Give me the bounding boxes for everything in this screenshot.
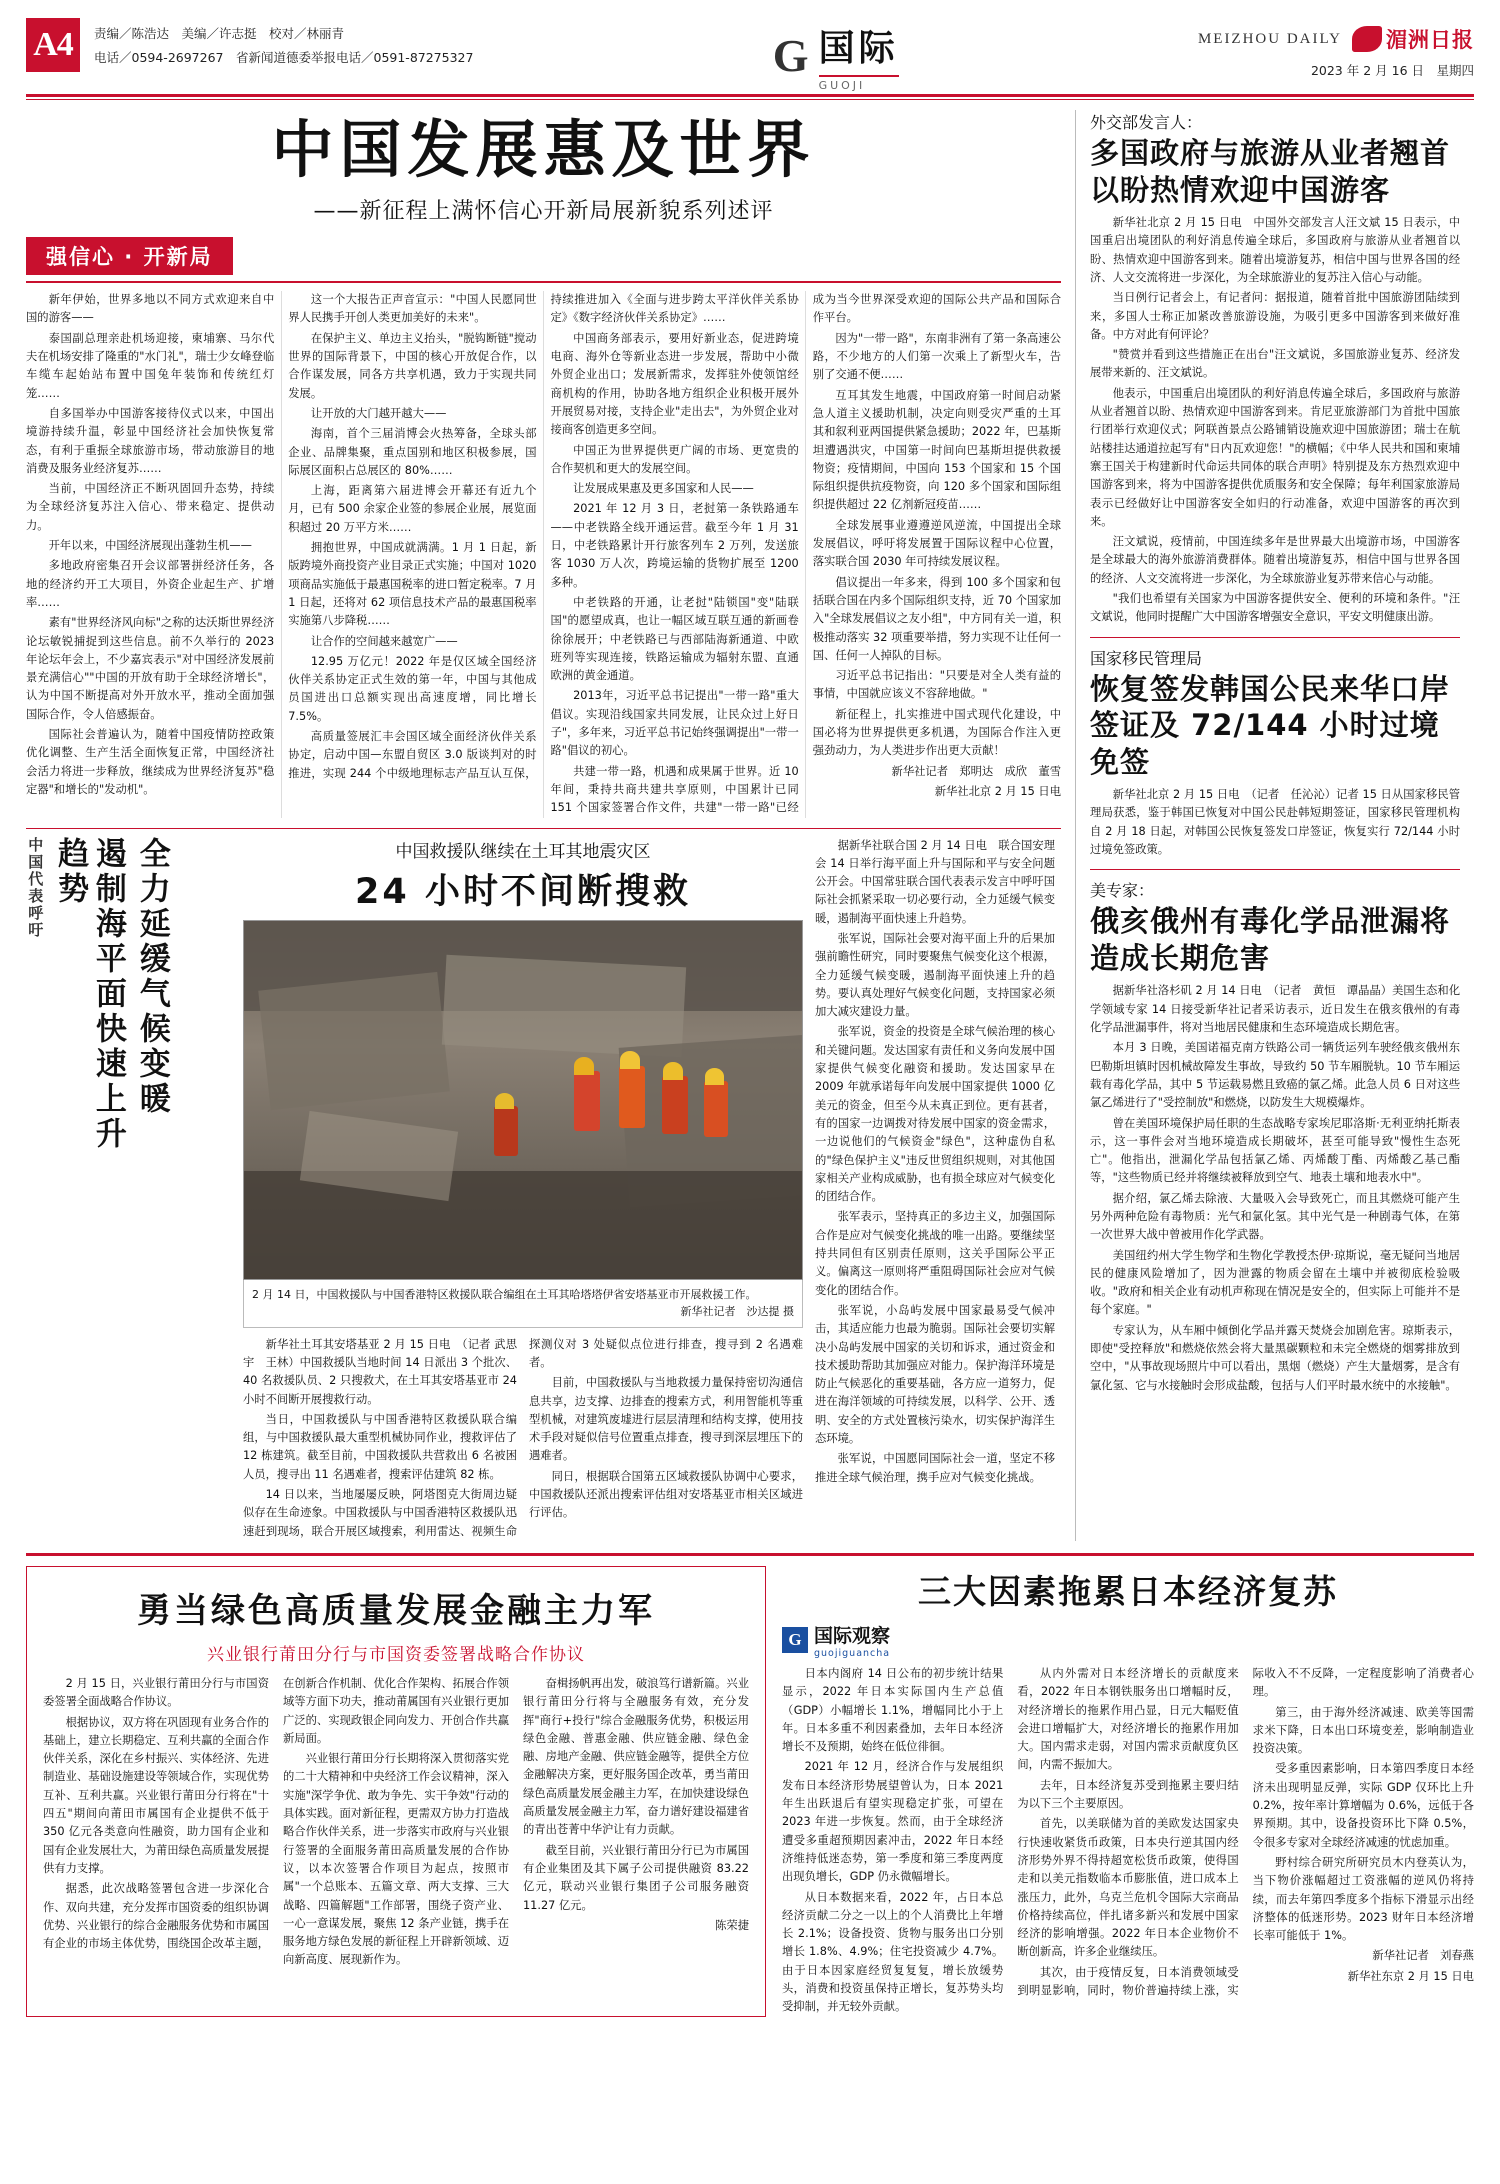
ohio-p: 美国纽约州大学生物学和生物化学教授杰伊·琼斯说，毫无疑问当地居民的健康风险增加了，因为泄露的物质会留在土壤中并被彻底检验吸收。"政府和相关企业有动机声称现在情况是安全的，但实际上可能并不是每个家庭。" [1090,1248,1460,1317]
quake-p: 新华社土耳其安塔基亚 2 月 15 日电 （记者 武思宇 王林）中国救援队当地时间 14 日派出 3 个批次、40 名救援队员、2 只搜救犬，在土耳其安塔基亚市 24 小时不间断开展搜救行动。 [243,1337,517,1406]
fm-body [1090,214,1460,627]
lead-p: 上海，距离第六届进博会开幕还有近九个月，已有 500 余家企业签的参展企业展，展览面积超过 20 万平方米…… [288,484,537,534]
quake-photo-article [243,837,803,1541]
japan-p: 受多重因素影响，日本第四季度日本经济未出现明显反弹，实际 GDP 仅环比上升 0.2%，按年率计算增幅为 0.6%，远低于各界预期。其中，设备投资环比下降 0.5%，令很多专家对全球经济减速的忧虑加重。 [1252,1762,1474,1849]
section-title: 国际 [818,28,899,69]
japan-p: 野村综合研究所研究员木内登英认为，当下物价涨幅超过工资涨幅的逆风仍将持续，而去年第四季度多个指标下滑显示出经济整体的低迷形势。2023 财年日本经济增长率可能低于 1%。 [1252,1855,1474,1943]
bank-p: 兴业银行莆田分行长期将深入贯彻落实党的二十大精神和中央经济工作会议精神，深入实施"深学争优、敢为争先、实干争效"行动的具体实践。面对新征程，更需双方协力打造战略合作伙伴关系，进一步落实市政府与兴业银行签署的全面服务莆田高质量发展的合作协议，以本次签署合作项目为起点，按照市属"一个总账本、五篇文章、两大支撑、三大战略、四篇解题"工作部署，围绕子资产业、一心一意谋发展，聚焦 12 条产业链，携手在服务地方绿色发展的新征程上开辟新领域、迈向新高度、展现新作为。 [283,1752,509,1967]
climate-p: 张军说，资金的投资是全球气候治理的核心和关键问题。发达国家有责任和义务向发展中国家提供气候变化融资和援助。发达国家早在 2009 年就承诺每年向发展中国家提供 1000 亿美元的资金，但至今从未真正到位。更有甚者，有的国家一边调拨对待发展中国家的资金需求，一边说他们的气候资金"绿色"，这种虚伪自私的"绿色保护主义"违反世贸组织规则，对其他国家相关产业构成威胁，也有损全球应对气候变化的团结合作。 [815,1025,1055,1204]
lead-subheadline: ——新征程上满怀信心开新局展新貌系列述评 [313,199,774,225]
quake-article-body [243,1336,803,1541]
bank-signature: 陈荣捷 [715,1918,749,1932]
japan-p: 从内外需对日本经济增长的贡献度来看，2022 年日本钢铁服务出口增幅时反，对经济增长的拖累作用凸显，日元大幅贬值会进口增幅扩大，对经济增长的拖累作用加大。国内需求走弱，对国内需求贡献度负区间，内需不振加大。 [1017,1666,1239,1772]
lead-p: 中国商务部表示，要用好新业态，促进跨境电商、海外仓等新业态进一步发展，帮助中小微外贸企业出口；发展新需求，发挥驻外使领馆经商机构的作用，协助各地方组织企业积极开展外开展贸易对接，支持企业"走出去"，为外贸企业对接商客创造更多空间。 [550,331,799,437]
climate-p: 张军说，小岛屿发展中国家最易受气候冲击，其适应能力也最为脆弱。国际社会要切实解决小岛屿发展中国家的关切和诉求，通过资金和技术援助帮助其加强应对能力。保护海洋环境是防止气候恶化的重要基础，各方应一道努力，促进在海洋领域的可持续发展，以科学、公开、透明、安全的方式处置核污染水，切实保护海洋生态环境。 [815,1303,1055,1445]
right-sidebar [1075,110,1460,1541]
ohio-p: 曾在美国环境保护局任职的生态战略专家埃尼耶洛斯·无利亚纳托斯表示，这一事件会对当地环境造成长期破坏，甚至可能导致"慢性生态死亡"。他指出，泄漏化学品包括氯乙烯、丙烯酸丁酯、丙烯酸乙基己酯等，"这些物质已经并将继续被释放到空气、地表土壤和地表水中"。 [1090,1116,1460,1185]
lead-p: 在保护主义、单边主义抬头，"脱钩断链"搅动世界的国际背景下，中国的核心开放促合作，以合作谋发展，同各方共享机遇，致力于实现共同发展。 [288,331,537,400]
story-japan-economy [782,1566,1474,2017]
story-bank-green-finance [26,1566,766,2017]
lead-p: 高质量签展汇丰会国区域全面经济伙伴关系协定，启动中国—东盟自贸区 3.0 版谈判对的时推进，实现 244 个中级地理标志产品互认互保，持续推进加入《全面与进步跨太平洋伙伴关系协定》《数字经济伙伴关系协定》…… [288,293,799,780]
bank-title: 勇当绿色高质量发展金融主力军 [137,1590,655,1631]
lead-p: 习近平总书记指出："只要是对全人类有益的事情，中国就应该义不容辞地做。" [812,669,1061,701]
sidebar-divider [1090,637,1460,638]
imm-kicker: 国家移民管理局 [1090,648,1203,668]
lead-p: 12.95 万亿元！2022 年是仅区域全国经济伙伴关系协定正式生效的第一年，中国与其他成员国进出口总额实现出高速度增，同比增长 7.5%。 [288,654,537,723]
japan-p: 第三，由于海外经济减速、欧美等国需求米下降，日本出口环境变差，影响制造业投资决策。 [1252,1705,1474,1756]
imm-title: 恢复签发韩国公民来华口岸签证及 72/144 小时过境免签 [1090,671,1451,779]
lead-p: 中国正为世界提供更广阔的市场、更宽贵的合作契机和更大的发展空间。 [550,443,799,475]
fm-title: 多国政府与旅游从业者翘首以盼热情欢迎中国游客 [1090,136,1451,207]
lead-p: 共建一带一路，机遇和成果属于世界。近 10 年间，秉持共商共建共享原则，中国累计已同 151 个国家签署合作文件，共建"一带一路"已经成为当今世界深受欢迎的国际公共产品和国际合作平台。 [550,293,1061,815]
caption-text: 2 月 14 日，中国救援队与中国香港特区救援队联合编组在土耳其哈塔塔伊省安塔基亚市开展救援工作。 [252,1287,757,1301]
japan-title: 三大因素拖累日本经济复苏 [918,1571,1338,1611]
lead-headline-block [26,110,1061,227]
fm-p: 他表示，中国重启出境团队的利好消息传遍全球后，多国政府与旅游从业者翘首以盼、热情欢迎中国游客到来。肯尼亚旅游部门为首批中国旅行团举行欢迎仪式；阿联酋景点公路铺销设施欢迎中国旅游团；瑞士在航站楼挂达通道拉起写有"日内瓦欢迎您！"的横幅；《中华人民共和国和柬埔寨王国关于构建新时代命运共同体的联合声明》特别提及东方热烈欢迎中国游客到来，将为中国游客提供优质服务和安全保障；每年利国家旅游局表示已经做好让中国游客安全如归的行动准备，欢迎中国游客的再次到来。 [1090,386,1460,528]
japan-p: 首先，以美联储为首的美欧发达国家央行快速收紧货币政策，日本央行逆其国内经济形势外界不得持超宽松货币政策，使得国走和以美元指数临本币膨胀值，进口成本上涨压力，此外，乌克兰危机令国际大宗商品价格持续高位，伴扎诸多新兴和发展中国家经济的影响增强。2022 年日本企业物价不断创新高，许多企业继续压。 [1017,1817,1239,1959]
quake-kicker: 中国救援队继续在土耳其地震灾区 [395,841,651,862]
lead-p: 海南，首个三届消博会火热筹备，全球头部企业、品牌集聚，重点国别和地区积极参展，国际展区面积占总展区的 80%…… [288,427,537,477]
bank-subtitle: 兴业银行莆田分行与市国资委签署战略合作协议 [207,1644,585,1665]
fm-p: "赞赏并看到这些措施正在出台"汪文斌说，多国旅游业复苏、经济发展带来新的、汪文斌说。 [1090,348,1460,380]
climate-title: 遏制海平面快速上升趋势 [52,836,126,1152]
section-nameplate [473,18,1197,92]
japan-body [782,1665,1474,2017]
fm-p: 汪文斌说，疫情前，中国连续多年是世界最大出境游市场，中国游客是全球最大的海外旅游消费群体。随着出境游复苏，相信中国与世界各国的经济、人文交流将进一步深化，为全球旅游业复苏带来信心与动能。 [1090,535,1460,585]
imm-p: 新华社北京 2 月 15 日电 （记者 任沁沁）记者 15 日从国家移民管理局获悉，鉴于韩国已恢复对中国公民赴韩短期签证，国家移民管理机构自 2 月 18 日起，对韩国公民恢复签发口岸签证，恢复实行 72/144 小时过境免签政策。 [1090,788,1460,857]
quake-p: 同日，根据联合国第五区域救援队协调中心要求，中国救援队还派出搜索评估组对安塔基亚市相关区域进行评估。 [529,1469,803,1520]
climate-p: 张军表示，坚持真正的多边主义，加强国际合作是应对气候变化挑战的唯一出路。要继续坚持共同但有区别责任原则，这关乎国际公平正义。偏离这一原则将严重阻碍国际社会应对气候变化的团结合作。 [815,1210,1055,1297]
lead-p: 2021 年 12 月 3 日，老挝第一条铁路通车——中老铁路全线开通运营。截至今年 1 月 31 日，中老铁路累计开行旅客列车 2 万列，发送旅客 1030 万人次，跨境运输的货物扩展至 1200 多种。 [550,502,799,589]
lead-p: 倡议提出一年多来，得到 100 多个国家和包括联合国在内多个国际组织支持，近 70 个国家加入"全球发展倡议之友小组"，中方同有关一道，积极推动落实 32 项重要举措，努力实现不让任何一国、任何一人掉队的目标。 [812,575,1061,662]
masthead-rule-thin [26,99,1474,100]
paper-name-en: MEIZHOU DAILY [1197,30,1342,47]
japan-signature: 新华社记者 刘春燕 [1372,1949,1474,1963]
page-number-badge: A4 [26,18,80,72]
lead-p: 让发展成果惠及更多国家和人民—— [573,482,754,496]
bank-p: 据悉，此次战略签署包含进一步深化合作、双向共建，充分发挥市国资委的组织协调优势、兴业银行的综合金融服务优势和市属国有企业的市场主体优势，围绕国企改革主题，在创新合作机制、优化合作架构、拓展合作领域等方面下功夫，推动莆属国有兴业银行更加广泛的、实现政银企同向发力、开创合作共赢新局面。 [43,1676,509,1951]
section-initial-letter: G [772,30,809,81]
quake-photo-caption [243,1280,803,1328]
second-band [26,828,1061,1541]
swoosh-icon [1352,26,1382,52]
lead-p: 中老铁路的开通，让老挝"陆锁国"变"陆联国"的愿望成真，也让一幅区域互联互通的新画卷徐徐展开；中老铁路已与西部陆海新通道、中欧班列等实现连接，铁路运输成为辐射东盟、直通欧洲的黄金通道。 [550,595,799,683]
badge-label-pinyin: guojiguancha [814,1647,891,1659]
lead-p: 国际社会普遍认为，随着中国疫情防控政策优化调整、生产生活全面恢复正常，中国经济社会活力将进一步释放，继续成为世界经济复苏"稳定器"和增长的"发动机"。 [26,728,275,796]
japan-p: 2021 年 12 月，经济合作与发展组织发布日本经济形势展望曾认为，日本 2021 年生出跃退后有望实现稳定扩张，可望在 2023 年进一步恢复。然而，由于全球经济遭受多重超预期因素冲击，2022 年日本经济维持低迷态势，第一季度和第三季度两度出现负增长，GDP 仍永微幅增长。 [782,1760,1004,1884]
japan-p: 从日本数据来看，2022 年，占日本总经济贡献二分之一以上的个人消费比上年增长 2.1%；设备投资、货物与服务出口分别增长 1.8%、4.9%；住宅投资减少 4.7%。由于日本因家庭经贸复复复，增长放缓势头，消费和投资虽保持正增长，复苏势头均受抑制，并无较外贡献。 [782,1890,1004,2014]
fm-p: "我们也希望有关国家为中国游客提供安全、便利的环境和条件。"汪文斌说，他同时提醒广大中国游客增强安全意识，平安文明健康出游。 [1090,592,1460,624]
japan-p: 日本内阁府 14 日公布的初步统计结果显示，2022 年日本实际国内生产总值（GDP）小幅增长 1.1%，增幅同比小于上年。日本多重不利因素叠加，去年日本经济增长不及预期，始终在低位徘徊。 [782,1666,1004,1754]
ohio-kicker: 美专家： [1090,881,1155,901]
masthead-rule [26,94,1474,97]
climate-p: 张军说，中国愿同国际社会一道，坚定不移推进全球气候治理，携手应对气候变化挑战。 [815,1452,1055,1484]
lead-p: 2013年，习近平总书记提出"一带一路"重大倡议。实现沿线国家共同发展，让民众过上好日子"，多年来，习近平总书记始终强调提出"一带一路"倡议的初心。 [550,689,799,758]
lead-p: 因为"一带一路"，东南非洲有了第一条高速公路，不少地方的人们第一次乘上了新型火车，告别了交通不便…… [812,331,1061,382]
badge-letter-icon: G [782,1627,808,1653]
japan-p: 去年，日本经济复苏受到拖累主要归结为以下三个主要原因。 [1017,1778,1239,1811]
bank-p: 截至目前，兴业银行莆田分行已为市属国有企业集团及其下属子公司提供融资 83.22 亿元，联动兴业银行集团子公司服务融资 11.27 亿元。 [523,1843,749,1912]
ohio-p: 专家认为，从车厢中倾倒化学品并露天焚烧会加剧危害。琼斯表示，即使"受控释放"和燃烧依然会将大量黑碳颗粒和未完全燃烧的烟雾排放到空中，"从事故现场照片中可以看出，黑烟（燃烧）产生大量烟雾，是含有氯化氢、它与水接触时会形成盐酸，包括与人们平时最水统中的水接触"。 [1090,1323,1460,1392]
paper-name-cn: 湄洲日报 [1386,28,1474,52]
lead-p: 多地政府密集召开会议部署拼经济任务，各地的经济约开工大项目，外资企业起生产、扩增率…… [26,559,275,609]
lead-p: 这一个大报告正声音宣示："中国人民愿同世界人民携手开创人类更加美好的未来"。 [288,293,537,325]
page-title: 中国发展惠及世界 [271,113,816,186]
lead-signature: 新华社记者 郑明达 成欣 董雪 [891,764,1061,778]
sidebar-divider [1090,869,1460,870]
guoji-guancha-badge [782,1621,1474,1659]
ohio-p: 据新华社洛杉矶 2 月 14 日电 （记者 黄恒 谭晶晶）美国生态和化学领域专家 14 日接受新华社记者采访表示，近日发生在俄亥俄州的有毒化学品泄漏事件，将对当地居民健康和生态环境造成长期危害。 [1090,984,1460,1035]
bank-body [43,1675,749,1970]
lead-p: 素有"世界经济风向标"之称的达沃斯世界经济论坛敏锐捕捉到这些信息。前不久举行的 2023 年论坛年会上，不少嘉宾表示"对中国经济发展前景充满信心""中国的开放有助于全球经济增长"，认为中国不断提高对外开放水平，推动全面加强国际合作，令人倍感振奋。 [26,616,275,721]
bank-p: 2 月 15 日，兴业银行莆田分行与市国资委签署全面战略合作协议。 [43,1676,269,1709]
lead-p: 开年以来，中国经济展现出蓬勃生机—— [48,539,252,553]
masthead-credits [94,18,473,70]
lead-section-tag: 强信心 · 开新局 [26,237,233,275]
lead-p: 自多国举办中国游客接待仪式以来，中国出境游持续升温，彰显中国经济社会加快恢复常态，有利于重振全球旅游市场，带动旅游目的地消费及服务业经济复苏…… [26,406,275,475]
story-immigration [1090,646,1460,860]
issue-date: 2023 年 2 月 16 日 星期四 [1310,63,1474,78]
lead-p: 互耳其发生地震，中国政府第一时间启动紧急人道主义援助机制，决定向则受灾严重的土耳其和叙利亚两国提供紧急援助；2022 年，巴基斯坦遭遇洪灾，中国第一时间向巴基斯坦提供救援物资；疫情期间，中国向 153 个国家和 15 个国际组织提供抗疫物资，向 120 多个国家和国际组织提供超过 22 亿剂新冠疫苗…… [812,388,1061,512]
lead-p: 拥抱世界，中国成就满满。1 月 1 日起，新版跨境外商投资产业目录正式实施；中国对 1020 项商品实施低于最惠国税率的进口暂定税率。7 月 1 日起，还将对 62 项信息技术产品的最惠国税率实施第八步降税…… [288,541,537,628]
climate-subtitle: 全力延缓气候变暖 [133,836,170,1117]
climate-kicker: 中国代表呼吁 [26,836,45,939]
lead-article-body [26,291,1061,817]
quake-p: 当日，中国救援队与中国香港特区救援队联合编组，与中国救援队最大重型机械协同作业，搜救评估了 12 栋建筑。截至目前，中国救援队共营救出 6 名被困人员，搜寻出 11 名遇难者，搜索评估建筑 82 栋。 [243,1412,517,1481]
fm-p: 当日例行记者会上，有记者问：据报道，随着首批中国旅游团陆续到来，多国人士称正加紧改善旅游设施，为吸引更多中国游客到来做好准备。中方对此有何评论？ [1090,291,1460,341]
story-ohio-chemical [1090,878,1460,1395]
fm-kicker: 外交部发言人： [1090,113,1203,132]
badge-label-cn: 国际观察 [814,1624,891,1647]
climate-article-body [815,837,1055,1541]
section-pinyin: GUOJI [819,75,899,92]
lead-tag-row [26,227,1061,283]
lead-p: 新年伊始，世界多地以不同方式欢迎来自中国的游客—— [26,293,275,325]
japan-p: 其次，由于疫情反复，日本消费领域受到明显影响，同时，物价普遍持续上涨，实际收入不不反降，一定程度影响了消费者心理。 [1017,1666,1474,1997]
credits-line-1: 责编／陈浩达 美编／许志挺 校对／林丽青 [94,26,345,41]
climate-article [26,837,231,1541]
lead-p: 新征程上，扎实推进中国式现代化建设，中国必将为世界提供更多机遇，为国际合作注入更强劲动力，为人类进步作出更大贡献！ [812,707,1061,758]
bottom-band [26,1553,1474,2017]
fm-p: 新华社北京 2 月 15 日电 中国外交部发言人汪文斌 15 日表示，中国重启出境团队的利好消息传遍全球后，多国政府与旅游从业者翘首以盼、热情欢迎中国游客到来。随着出境游复苏，相信中国与世界各国的经济、人文交流将进一步深化，为全球旅游业的复苏注入信心与动能。 [1090,216,1460,284]
quake-p: 目前，中国救援队与当地救援力量保持密切沟通信息共享，边支撑、边排查的搜索方式，利用智能机等重型机械，对建筑废墟进行层层清理和结构支撑，使用技术手段对疑似信号位置重点排查，搜寻到深层埋压下的遇难者。 [529,1376,803,1463]
ohio-p: 据介绍，氯乙烯去除液、大量吸入会导致死亡，而且其燃烧可能产生另外两种危险有毒物质：光气和氯化氢。其中光气是一种剧毒气体，在第一次世界大战中曾被用作化学武器。 [1090,1191,1460,1242]
credits-line-2: 电话／0594-2697267 省新闻道德委举报电话／0591-87275327 [94,49,474,65]
paper-nameplate [1198,18,1474,79]
climate-p: 张军说，国际社会要对海平面上升的后果加强前瞻性研究，同时要聚焦气候变化这个根源，全力延缓气候变暖，遏制海平面快速上升的趋势。要认真处理好气候变化问题，支持国家必须加大减灾建设力量。 [815,931,1055,1019]
bank-p: 根据协议，双方将在巩固现有业务合作的基础上，建立长期稳定、互利共赢的全面合作伙伴关系，深化在乡村振兴、实体经济、先进制造业、基础设施建设等领域合作，实现优势互补、互利共赢。兴业银行莆田分行将在"十四五"期间向莆田市属国有企业提供不低于 350 亿元各类意向性融资，助力国有企业和国有企业发展壮大，为莆田绿色高质量发展提供有力支撑。 [43,1715,269,1875]
lead-p: 全球发展事业遵遵逆风逆流，中国提出全球发展倡议，呼吁将发展置于国际议程中心位置，落实联合国 2030 年可持续发展议程。 [812,518,1061,569]
story-foreign-ministry [1090,110,1460,627]
ohio-title: 俄亥俄州有毒化学品泄漏将造成长期危害 [1090,904,1451,975]
lead-dateline: 新华社北京 2 月 15 日电 [934,784,1061,798]
lead-p: 当前，中国经济正不断巩固回升态势，持续为全球经济复苏注入信心、带来稳定、提供动力。 [26,482,275,532]
quake-p: 14 日以来，当地屡屡反映，阿塔图克大街周边疑似存在生命迹象。中国救援队与中国香港特区救援队迅速赶到现场，联合开展区域搜索，利用雷达、视频生命探测仪对 3 处疑似点位进行排查，搜寻到 2 名遇难者。 [243,1337,803,1538]
quake-photo [243,920,803,1280]
japan-dateline: 新华社东京 2 月 15 日电 [1347,1969,1474,1983]
bank-p: 奋楫扬帆再出发，破浪笃行谱新篇。兴业银行莆田分行将与全融服务有效，充分发挥"商行+投行"综合金融服务优势，积极运用绿色金融、普惠金融、供应链金融、绿色金融、房地产金融、供应链金融等，提供全方位金融解决方案，更好服务国企改革，勇当莆田绿色高质量发展金融主力军，在加快建设绿色高质量发展金融主力军，奋力谱好建设福建省的青出苍菁中华沪让有力贡献。 [523,1676,749,1837]
paper-logo [1352,24,1474,54]
lead-p: 让开放的大门越开越大—— [310,406,447,420]
lead-p: 泰国副总理亲赴机场迎接，柬埔寨、马尔代夫在机场安排了隆重的"水门礼"，瑞士少女峰登临车缆车起始站布置中国兔年装饰和传统红灯笼…… [26,331,275,400]
ohio-p: 本月 3 日晚，美国诺福克南方铁路公司一辆货运列车驶经俄亥俄州东巴勒斯坦镇时因机械故障发生事故，导致约 50 节车厢脱轨。10 节车厢运载有毒化学品，其中 5 节运载易燃且致癌的氯乙烯。此急人员 6 日对这些氯乙烯进行了"受控制放"和燃烧，以防发生大规模爆炸。 [1090,1041,1460,1110]
lead-p: 让合作的空间越来越宽广—— [310,634,458,648]
masthead [26,18,1474,90]
caption-credit: 新华社记者 沙达提 摄 [680,1305,794,1319]
quake-title: 24 小时不间断搜救 [355,871,691,912]
imm-body [1090,786,1460,859]
climate-p: 据新华社联合国 2 月 14 日电 联合国安理会 14 日举行海平面上升与国际和平与安全问题公开会。中国常驻联合国代表表示发言中呼吁国际社会抓紧采取一切必要行动，全力延缓气候变暖，遏制海平面快速上升趋势。 [815,838,1055,925]
ohio-body [1090,982,1460,1395]
